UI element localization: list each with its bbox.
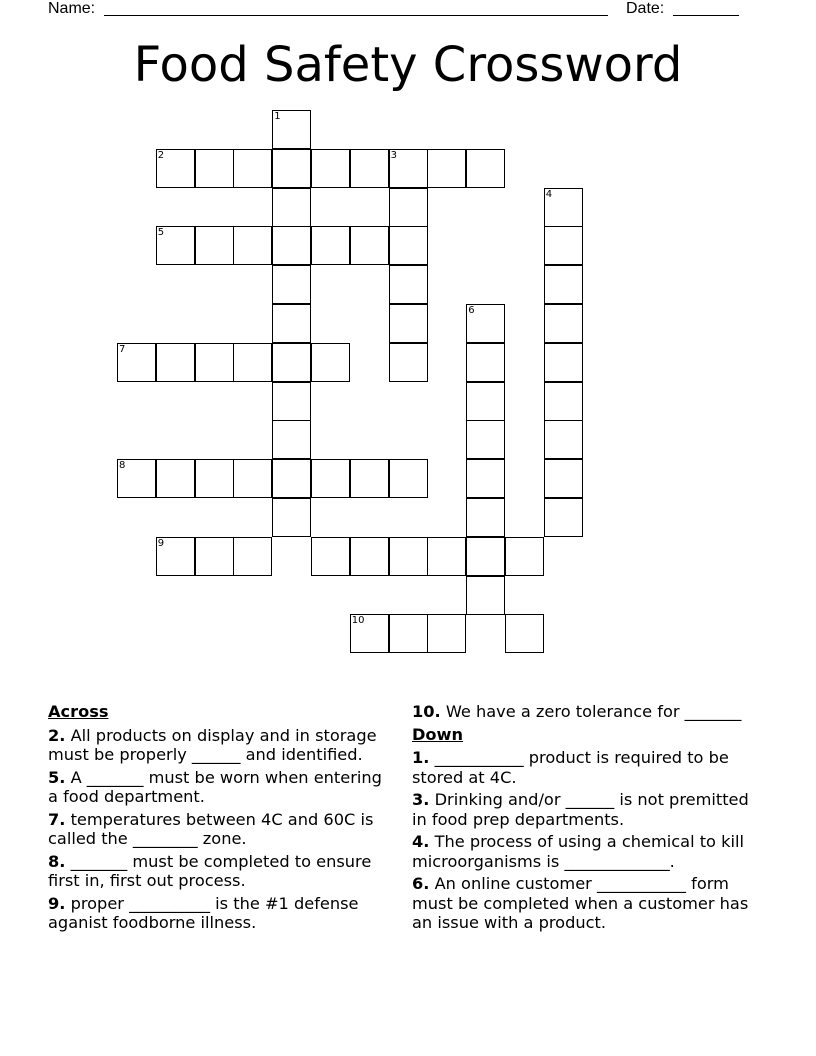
grid-cell[interactable] [389, 226, 428, 265]
clue-number: 6. [412, 874, 430, 893]
grid-cell[interactable] [156, 537, 195, 576]
grid-cell[interactable] [272, 265, 311, 304]
grid-cell[interactable] [389, 304, 428, 343]
grid-cell[interactable] [466, 382, 505, 421]
across-clue-2 [48, 726, 388, 765]
grid-cell[interactable] [233, 226, 272, 265]
clue-text: _______ must be completed to ensure first in, first out process. [48, 851, 372, 890]
grid-cell[interactable] [117, 459, 156, 498]
grid-cell[interactable] [233, 537, 272, 576]
grid-cell[interactable] [272, 149, 311, 188]
grid-cell[interactable] [195, 343, 234, 382]
down-clue-1 [412, 748, 762, 787]
clue-number: 2. [48, 725, 66, 745]
grid-cell[interactable] [544, 188, 583, 227]
grid-cell[interactable] [350, 614, 389, 653]
grid-cell[interactable] [195, 149, 234, 188]
grid-cell[interactable] [311, 537, 350, 576]
clue-number: 7. [48, 809, 66, 829]
grid-cell[interactable] [195, 537, 234, 576]
across-clue-5 [48, 768, 388, 807]
grid-cell[interactable] [233, 459, 272, 498]
clue-number: 1. [412, 748, 430, 767]
clue-text: All products on display and in storage must be properly ______ and identified. [48, 725, 377, 764]
cell-number: 9 [157, 537, 165, 549]
grid-cell[interactable] [272, 304, 311, 343]
grid-cell[interactable] [233, 343, 272, 382]
name-label: Name: [48, 0, 96, 17]
page-title: Food Safety Crossword [133, 37, 683, 93]
clue-text: A _______ must be worn when entering a food department. [48, 767, 382, 806]
grid-cell[interactable] [156, 459, 195, 498]
clue-number: 8. [48, 851, 66, 871]
down-clue-6 [412, 874, 762, 933]
date-label: Date: [626, 0, 665, 17]
clue-number: 10. [412, 702, 441, 721]
across-clue-10 [412, 702, 762, 722]
clue-text: temperatures between 4C and 60C is called the ________ zone. [48, 809, 374, 848]
grid-cell[interactable] [466, 420, 505, 459]
grid-cell[interactable] [195, 226, 234, 265]
grid-cell[interactable] [311, 459, 350, 498]
grid-cell[interactable] [272, 498, 311, 537]
grid-cell[interactable] [389, 459, 428, 498]
across-clue-7 [48, 810, 388, 849]
grid-cell[interactable] [389, 537, 428, 576]
grid-cell[interactable] [272, 420, 311, 459]
grid-cell[interactable] [156, 343, 195, 382]
grid-cell[interactable] [427, 537, 466, 576]
across-clue-8 [48, 852, 388, 891]
clue-text: An online customer ___________ form must be completed when a customer has an issue with a product. [412, 874, 749, 932]
grid-cell[interactable] [156, 226, 195, 265]
cell-number: 10 [351, 615, 365, 627]
grid-cell[interactable] [544, 265, 583, 304]
cell-number: 1 [274, 111, 281, 122]
cell-number: 7 [119, 343, 126, 355]
clue-text: ___________ product is required to be stored at 4C. [412, 748, 729, 787]
grid-cell[interactable] [389, 188, 428, 227]
grid-cell[interactable] [466, 537, 505, 576]
grid-cell[interactable] [272, 188, 311, 227]
clue-number: 5. [48, 767, 66, 787]
clues-column-left [48, 702, 388, 936]
down-clue-4 [412, 832, 762, 871]
grid-cell[interactable] [466, 576, 505, 615]
clue-number: 9. [48, 893, 66, 913]
grid-cell[interactable] [272, 459, 311, 498]
grid-cell[interactable] [427, 149, 466, 188]
grid-cell[interactable] [505, 537, 544, 576]
cell-number: 3 [390, 149, 397, 161]
cell-number: 6 [468, 305, 475, 316]
grid-cell[interactable] [544, 343, 583, 382]
grid-cell[interactable] [311, 226, 350, 265]
grid-cell[interactable] [350, 459, 389, 498]
clue-number: 4. [412, 832, 430, 851]
grid-cell[interactable] [466, 149, 505, 188]
grid-cell[interactable] [272, 343, 311, 382]
grid-cell[interactable] [389, 265, 428, 304]
cell-number: 5 [157, 227, 165, 239]
grid-cell[interactable] [272, 382, 311, 421]
clue-number: 3. [412, 790, 430, 809]
clue-text: We have a zero tolerance for _______ [445, 702, 742, 721]
grid-cell[interactable] [466, 304, 505, 343]
grid-cell[interactable] [233, 149, 272, 188]
grid-cell[interactable] [389, 149, 428, 188]
cell-number: 4 [545, 188, 553, 200]
grid-cell[interactable] [544, 498, 583, 537]
clues-column-right [412, 702, 762, 936]
grid-cell[interactable] [389, 614, 428, 653]
grid-cell[interactable] [544, 420, 583, 459]
grid-cell[interactable] [466, 459, 505, 498]
down-clue-3 [412, 790, 762, 829]
across-clue-9 [48, 894, 388, 933]
down-heading: Down [412, 724, 464, 744]
grid-cell[interactable] [156, 149, 195, 188]
grid-cell[interactable] [350, 226, 389, 265]
grid-cell[interactable] [544, 382, 583, 421]
grid-cell[interactable] [466, 343, 505, 382]
clue-text: proper __________ is the #1 defense aganist foodborne illness. [48, 893, 359, 932]
grid-cell[interactable] [466, 498, 505, 537]
grid-cell[interactable] [427, 614, 466, 653]
across-heading: Across [48, 702, 109, 721]
grid-cell[interactable] [311, 149, 350, 188]
grid-cell[interactable] [272, 226, 311, 265]
grid-cell[interactable] [544, 459, 583, 498]
cell-number: 8 [119, 460, 126, 472]
grid-cell[interactable] [350, 537, 389, 576]
grid-cell[interactable] [117, 343, 156, 382]
grid-cell[interactable] [350, 149, 389, 188]
clue-text: Drinking and/or ______ is not premitted in food prep departments. [412, 790, 749, 829]
grid-cell[interactable] [505, 614, 544, 653]
grid-cell[interactable] [272, 110, 311, 149]
grid-cell[interactable] [389, 343, 428, 382]
cell-number: 2 [157, 149, 165, 161]
grid-cell[interactable] [544, 226, 583, 265]
grid-cell[interactable] [544, 304, 583, 343]
grid-cell[interactable] [311, 343, 350, 382]
grid-cell[interactable] [195, 459, 234, 498]
clue-text: The process of using a chemical to kill microorganisms is _____________. [412, 832, 744, 871]
